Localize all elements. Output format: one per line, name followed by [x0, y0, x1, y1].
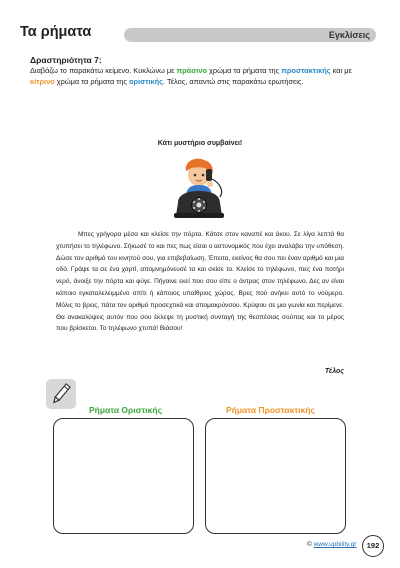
imperative-verbs-answer-box[interactable]	[205, 418, 346, 534]
header-bar	[124, 28, 376, 42]
website-link[interactable]: www.upbility.gr	[313, 541, 357, 548]
copyright-symbol: ©	[307, 541, 314, 548]
story-paragraph: Μπες γρήγορα μέσα και κλείσε την πόρτα. Κάτσε στον καναπέ και άκου. Σε λίγα λεπτά θα χτυπήσει το τηλέφωνο. Σήκωσέ το και πες πως είσαι ο αστυνομικός που έχει αναλάβει την υπόθεση. Δώσε τον αριθμό του κινητού σου, για επιβεβαίωση. Έπειτα, εκείνος θα σου πει έναν αριθμό και μια οδό. Γράψε τα σε ένα χαρτί, απομνημόνευσέ τα και σκίσε το. Κλείσε το τηλέφωνο, πιες ένα ποτήρι νερό, άνοιξε την πόρτα και φύγε. Πήγαινε εκεί που σου είπε ο άντρας στον τηλέφωνο. Δες αν είναι κάποιο εγκαταλελειμμένο σπίτι ή κάποιος υπαίθριος χώρος. Βρες πού ανήκει αυτό το νούμερο. Μόλις το βρεις, πάτα τον αριθμό προσεχτικά και απομακρύνσου. Κρύψου σε μια γωνία και περίμενε. Θα ανακαλύψεις αυτόν που σου έκλεψε τη μυστική συνταγή της θεσπέσιας σούπας και το μέρος που βρίσκεται. Το τηλέφωνο χτυπά! Βιάσου!	[56, 231, 344, 333]
story-text	[56, 229, 344, 335]
story-end: Τέλος	[324, 368, 344, 375]
instructions-text-1: Διαβάζω το παρακάτω κείμενο. Κυκλώνω με	[30, 66, 177, 75]
pencil-icon	[46, 379, 76, 409]
instructions-yellow-word: κίτρινο	[30, 77, 55, 86]
indicative-verbs-answer-box[interactable]	[53, 418, 194, 534]
instructions-text-3: και με	[330, 66, 352, 75]
instructions-text-5: . Τέλος, απαντώ στις παρακάτω ερωτήσεις.	[163, 77, 304, 86]
instructions-text-4: χρώμα τα ρήματα της	[54, 77, 129, 86]
section-tag: Εγκλίσεις	[328, 30, 370, 40]
activity-instructions	[30, 65, 370, 87]
instructions-imperative-word: προστακτικής	[281, 66, 331, 75]
instructions-indicative-word: οριστικής	[129, 77, 164, 86]
instructions-text-2: χρώμα τα ρήματα της	[206, 66, 282, 75]
chapter-title: Τα ρήματα	[20, 24, 92, 40]
page-header	[20, 24, 376, 43]
page-number: 192	[362, 535, 384, 557]
instructions-green-word: πράσινο	[176, 66, 207, 75]
activity-title: Δραστηριότητα 7:	[30, 55, 102, 65]
imperative-verbs-title: Ρήματα Προστακτικής	[226, 405, 315, 415]
story-title: Κάτι μυστήριο συμβαίνει!	[157, 140, 243, 147]
boy-on-phone-icon	[166, 157, 232, 221]
indicative-verbs-title: Ρήματα Οριστικής	[89, 405, 162, 415]
footer-copyright	[307, 541, 356, 548]
